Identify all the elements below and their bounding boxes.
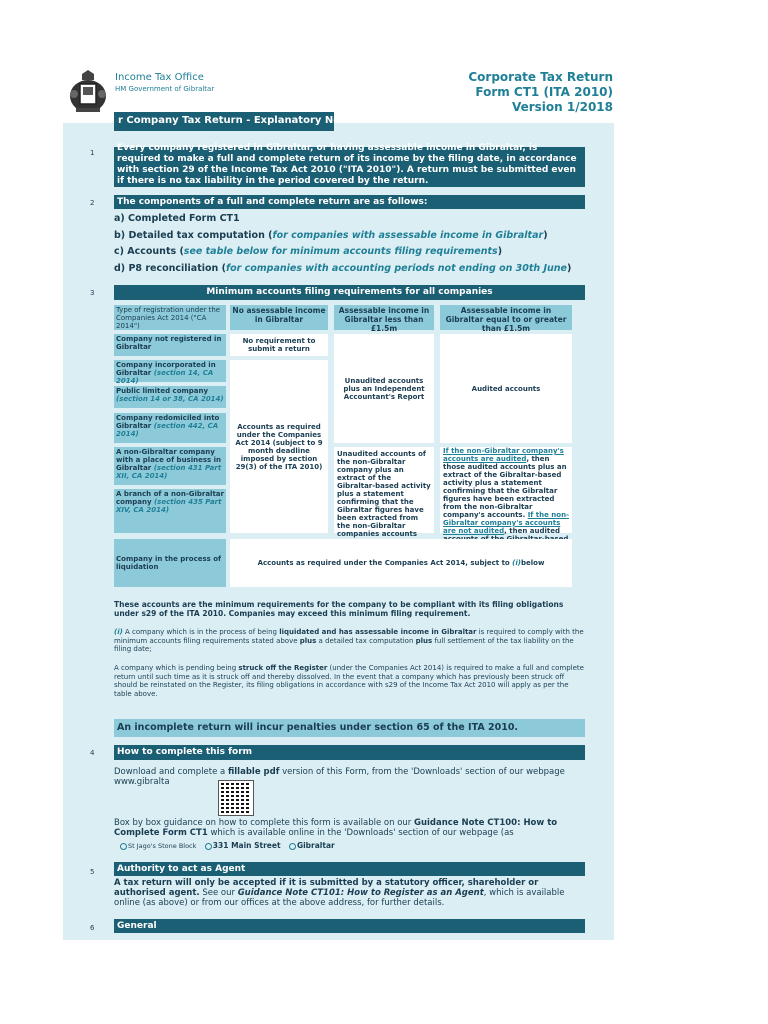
struck-off-note: A company which is pending being struck off the Register (under the Companies Act 2014) is required to make a full and complete return until such time as it is struck off and thereby dissolved. In the event that a company which has previously been struck off should be reinstated on the Register, its filing obligations in accordance with s29 of the Income Tax Act 2010 will apply as per the table above. xyxy=(114,664,584,698)
penalty-warning: An incomplete return will incur penalties under section 65 of the ITA 2010. xyxy=(114,719,585,737)
section-number: 3 xyxy=(90,289,95,297)
qr-code-icon[interactable] xyxy=(219,781,253,815)
guidance-text: Box by box guidance on how to complete this form is available on our Guidance Note CT100: How to Complete Form CT1 which is available online in the 'Downloads' section of our webpage (as xyxy=(114,818,558,838)
table-row-redomiciled: Company redomiciled into Gibraltar (section 442, CA 2014) xyxy=(114,413,226,443)
list-item: b) Detailed tax computation (for companies with assessable income in Gibraltar) xyxy=(114,230,548,241)
office-subtitle: HM Government of Gibraltar xyxy=(115,85,215,93)
agent-text: A tax return will only be accepted if it is submitted by a statutory officer, shareholder or authorised agent. See our Guidance Note CT101: How to Register as an Agent, which is available online (as above) or from our offices at the above address, for further details. xyxy=(114,878,565,908)
table-header-no-income: No assessable income in Gibraltar xyxy=(230,305,328,330)
address-line xyxy=(120,841,335,850)
section-number: 5 xyxy=(90,868,95,876)
section4-heading: How to complete this form xyxy=(114,745,585,760)
address-part-1: St Jago's Stone Block xyxy=(128,842,197,850)
gibraltar-crest-icon xyxy=(68,70,108,114)
radio-icon[interactable] xyxy=(205,843,212,850)
office-name: Income Tax Office xyxy=(115,72,204,83)
cell-unaudited-nongib: Unaudited accounts of the non-Gibraltar company plus an extract of the Gibraltar-based activity plus a statement confirming that the Gibraltar figures have been extracted from the non-Gibraltar companies accounts xyxy=(334,447,434,533)
radio-icon[interactable] xyxy=(120,843,127,850)
list-item: c) Accounts (see table below for minimum accounts filing requirements) xyxy=(114,246,503,257)
section-title-bar: r Company Tax Return - Explanatory No xyxy=(114,112,334,131)
cell-audited: Audited accounts xyxy=(440,334,572,443)
address-part-2: 331 Main Street xyxy=(212,841,281,850)
liquidation-note: (i) A company which is in the process of being liquidated and has assessable income in Gibraltar is required to comply with the minimum accounts filing requirements stated above plus a detailed tax computation plus full settlement of the tax liability on the filing date; xyxy=(114,628,584,653)
section-number: 1 xyxy=(90,149,95,157)
table-header-registration: Type of registration under the Companies Act 2014 ("CA 2014") xyxy=(114,305,226,330)
table-header-less-than: Assessable income in Gibraltar less than £1.5m xyxy=(334,305,434,330)
section6-heading: General xyxy=(114,919,585,933)
section-number: 4 xyxy=(90,749,95,757)
section-number: 2 xyxy=(90,199,95,207)
table-header-greater-than: Assessable income in Gibraltar equal to or greater than £1.5m xyxy=(440,305,572,330)
table-row-incorporated: Company incorporated in Gibraltar (section 14, CA 2014) xyxy=(114,360,226,382)
list-item: d) P8 reconciliation (for companies with accounting periods not ending on 30th June) xyxy=(114,263,572,274)
section5-heading: Authority to act as Agent xyxy=(114,862,585,876)
list-item: a) Completed Form CT1 xyxy=(114,213,240,224)
form-title-line2: Form CT1 (ITA 2010) xyxy=(475,85,613,99)
table-row-branch: A branch of a non-Gibraltar company (section 435 Part XIV, CA 2014) xyxy=(114,489,226,533)
section1-text-bar xyxy=(114,143,585,187)
minimum-requirements-note: These accounts are the minimum requirements for the company to be compliant with its filing obligations under s29 of the ITA 2010. Companies may exceed this minimum filing requirement. xyxy=(114,600,564,618)
cell-liquidation-accounts: Accounts as required under the Companies Act 2014, subject to (i) below xyxy=(230,539,572,587)
address-part-3: Gibraltar xyxy=(296,841,335,850)
cell-accounts-required: Accounts as required under the Companies Act 2014 (subject to 9 month deadline imposed by section 29(3) of the ITA 2010) xyxy=(230,360,328,533)
section-number: 6 xyxy=(90,924,95,932)
table-row-not-registered: Company not registered in Gibraltar xyxy=(114,334,226,356)
table-row-nongib-place: A non-Gibraltar company with a place of business in Gibraltar (section 431 Part XII, CA 2014) xyxy=(114,447,226,485)
table-row-liquidation: Company in the process of liquidation xyxy=(114,539,226,587)
table-row-public: Public limited company (section 14 or 38, CA 2014) xyxy=(114,386,226,408)
cell-unaudited-report: Unaudited accounts plus an Independent Accountant's Report xyxy=(334,334,434,443)
form-title-line1: Corporate Tax Return xyxy=(468,70,613,84)
cell-no-requirement: No requirement to submit a return xyxy=(230,334,328,356)
cell-audited-nongib: If the non-Gibraltar company's accounts are audited, then those audited accounts plus an extract of the Gibraltar-based activity plus a statement confirming that the Gibraltar figures have been extracted from the non-Gibraltar company's accounts. If the non-Gibraltar company's accounts are not audited, then audited xyxy=(440,447,572,533)
section1-text: Every company registered in Gibraltar, or having assessable income in Gibraltar, is required to make a full and complete return of its income by the filing date, in accordance with section 29 of the Income Tax Act 2010 ("ITA 2010"). A return must be submitted even if there is no tax liability in the period covered by the return. xyxy=(117,143,577,186)
radio-icon[interactable] xyxy=(289,843,296,850)
section3-heading: Minimum accounts filing requirements for all companies xyxy=(114,285,585,300)
form-title-line3: Version 1/2018 xyxy=(511,100,613,114)
section2-heading: The components of a full and complete return are as follows: xyxy=(114,195,585,209)
download-instructions: Download and complete a fillable pdf version of this Form, from the 'Downloads' section of our webpage www.gibralta xyxy=(114,767,565,787)
form-title xyxy=(468,70,613,115)
